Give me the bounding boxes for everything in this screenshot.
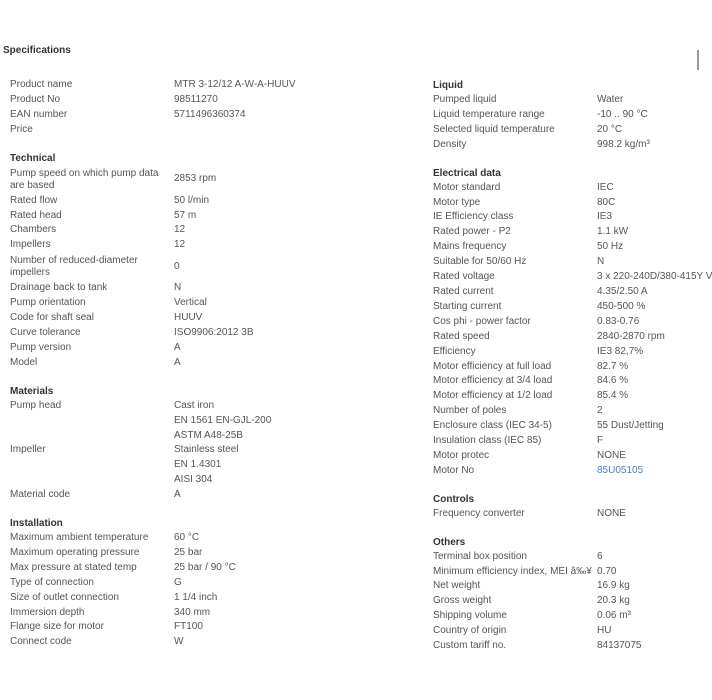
spec-row: [10, 473, 310, 488]
spec-value: 1 1/4 inch: [174, 591, 218, 603]
spec-row: [433, 315, 700, 330]
spec-row: [10, 606, 310, 621]
section-others: [433, 535, 700, 654]
spec-label: Drainage back to tank: [10, 282, 108, 294]
spec-label: Efficiency: [433, 345, 476, 357]
spec-label: Country of origin: [433, 625, 507, 637]
spec-value: 25 bar: [174, 546, 203, 558]
specs-left-column: [10, 78, 310, 663]
section-product: [10, 78, 310, 138]
spec-label: Product name: [10, 79, 73, 90]
spec-label: Cos phi - power factor: [433, 315, 531, 327]
spec-row: [433, 345, 700, 360]
spec-label: Insulation class (IEC 85): [433, 435, 542, 447]
spec-value: ISO9906:2012 3B: [174, 326, 254, 338]
section-title: Controls: [433, 493, 475, 505]
section-materials: [10, 384, 310, 503]
spec-value: 84137075: [597, 640, 642, 652]
spec-row: [10, 488, 310, 503]
spec-value: 450-500 %: [597, 300, 646, 312]
spec-row: [433, 464, 700, 479]
spec-value: 0.70: [597, 565, 617, 577]
spec-label: Pump head: [10, 399, 62, 411]
spec-row: [10, 443, 310, 458]
spec-row: [433, 594, 700, 609]
spec-row: [10, 108, 310, 123]
spec-label: Rated flow: [10, 194, 58, 206]
spec-label: Shipping volume: [433, 610, 507, 622]
spec-value: 340 mm: [174, 606, 211, 618]
spec-row: [10, 576, 310, 591]
spec-row: [10, 458, 310, 473]
spec-value: 2: [597, 405, 603, 417]
section-liquid: [433, 78, 700, 153]
spec-row: [433, 579, 700, 594]
spec-label: Motor type: [433, 196, 481, 208]
spec-row: [433, 196, 700, 211]
spec-value: 2840-2870 rpm: [597, 330, 665, 342]
spec-value: 16.9 kg: [597, 580, 630, 592]
spec-label: Code for shaft seal: [10, 312, 94, 324]
spec-value: EN 1561 EN-GJL-200: [174, 414, 272, 426]
spec-row: [10, 546, 310, 561]
spec-row: [433, 138, 700, 153]
section-title: Electrical data: [433, 167, 501, 179]
spec-value: HU: [597, 625, 612, 637]
spec-row: [10, 399, 310, 414]
spec-value: 998.2 kg/m³: [597, 138, 650, 150]
spec-value: NONE: [597, 449, 626, 461]
spec-value: EN 1.4301: [174, 459, 222, 471]
spec-value: 50 l/min: [174, 194, 210, 206]
section-technical: [10, 151, 310, 371]
spec-label: Model: [10, 356, 38, 368]
spec-value: 60 °C: [174, 532, 200, 544]
spec-row: [433, 300, 700, 315]
spec-row: [433, 565, 700, 580]
spec-row: [433, 270, 712, 285]
spec-row: [10, 166, 310, 194]
spec-label: EAN number: [10, 108, 68, 120]
spec-label: Rated speed: [433, 330, 490, 342]
spec-row: [10, 591, 310, 606]
spec-label: Suitable for 50/60 Hz: [433, 256, 527, 268]
spec-value: 12: [174, 239, 186, 251]
spec-label: Selected liquid temperature: [433, 123, 555, 135]
spec-value: 84.6 %: [597, 375, 629, 387]
section-controls: [433, 492, 700, 522]
spec-value: N: [597, 256, 605, 268]
spec-value: 98511270: [174, 93, 218, 105]
spec-value: -10 .. 90 °C: [597, 108, 648, 120]
spec-row: [433, 404, 700, 419]
section-title: Technical: [10, 152, 56, 164]
spec-label: Mains frequency: [433, 241, 507, 253]
section-electrical-data: [433, 166, 712, 479]
spec-label: [10, 429, 174, 444]
spec-row: [10, 238, 310, 253]
section-title: Installation: [10, 518, 63, 530]
spec-label: Motor protec: [433, 449, 490, 461]
spec-label: Price: [10, 123, 33, 135]
spec-label: Material code: [10, 489, 71, 501]
spec-label: Product No: [10, 93, 61, 105]
spec-value: Vertical: [174, 297, 207, 309]
spec-value: 4.35/2.50 A: [597, 285, 648, 297]
spec-value: NONE: [597, 507, 626, 519]
spec-value: 3 x 220-240D/380-415Y V: [597, 271, 712, 283]
spec-value: Cast iron: [174, 399, 215, 411]
spec-value: 12: [174, 224, 186, 236]
spec-row: [433, 389, 700, 404]
spec-row: [10, 209, 310, 224]
spec-label: Motor efficiency at full load: [433, 360, 552, 372]
spec-row: [433, 609, 700, 624]
spec-value: Water: [597, 94, 624, 105]
spec-row: [10, 223, 310, 238]
spec-label: Density: [433, 138, 467, 150]
spec-value: 82.7 %: [597, 360, 629, 372]
spec-label: Motor efficiency at 1/2 load: [433, 390, 553, 402]
spec-row: [10, 356, 310, 371]
spec-row: [10, 620, 310, 635]
spec-label: Pump version: [10, 341, 72, 353]
spec-label: Rated voltage: [433, 271, 495, 283]
spec-value: MTR 3-12/12 A-W-A-HUUV: [174, 79, 296, 90]
spec-row: [433, 181, 700, 196]
spec-label: Minimum efficiency index, MEI â‰¥: [433, 565, 592, 577]
spec-label: Pumped liquid: [433, 94, 497, 105]
spec-row: [433, 507, 700, 522]
spec-value: G: [174, 576, 182, 588]
spec-row: [433, 225, 700, 240]
spec-row: [10, 635, 310, 650]
spec-label: Maximum operating pressure: [10, 546, 140, 558]
spec-label: Pump speed on which pump data are based: [10, 167, 159, 191]
section-installation: [10, 516, 310, 650]
spec-row: [433, 419, 700, 434]
section-title: Others: [433, 536, 466, 548]
spec-row: [433, 449, 700, 464]
spec-label: Custom tariff no.: [433, 640, 507, 652]
spec-label: Connect code: [10, 636, 72, 648]
spec-value: 57 m: [174, 209, 197, 221]
spec-label: Chambers: [10, 224, 57, 236]
spec-value: 55 Dust/Jetting: [597, 420, 664, 432]
spec-value: A: [174, 489, 181, 501]
spec-label: Immersion depth: [10, 606, 85, 618]
spec-value: 25 bar / 90 °C: [174, 561, 236, 573]
spec-value: FT100: [174, 621, 203, 633]
section-title: Materials: [10, 385, 54, 397]
spec-row: [433, 360, 700, 375]
spec-label: Curve tolerance: [10, 326, 81, 338]
spec-row: [433, 123, 700, 138]
spec-label: Rated head: [10, 209, 62, 221]
spec-label: Type of connection: [10, 576, 94, 588]
spec-value: 20 °C: [597, 123, 623, 135]
spec-row: [10, 123, 310, 138]
spec-label: Starting current: [433, 300, 502, 312]
spec-label: Impeller: [10, 444, 46, 456]
spec-label: Motor No: [433, 464, 475, 476]
spec-value: IE3: [597, 211, 613, 223]
spec-value: A: [174, 341, 181, 353]
spec-label: Gross weight: [433, 595, 492, 607]
spec-value: N: [174, 282, 182, 294]
spec-row: [10, 341, 310, 356]
spec-value: W: [174, 636, 184, 648]
spec-row: [433, 624, 700, 639]
spec-value: IEC: [597, 181, 614, 193]
spec-label: Pump orientation: [10, 297, 86, 309]
spec-value: AISI 304: [174, 474, 213, 486]
spec-value: 2853 rpm: [174, 173, 217, 185]
spec-value: [174, 123, 310, 138]
spec-label: Max pressure at stated temp: [10, 561, 137, 573]
spec-row: [10, 311, 310, 326]
spec-row: [10, 78, 310, 93]
spec-label: Enclosure class (IEC 34-5): [433, 420, 552, 432]
spec-value: 0: [174, 260, 180, 272]
spec-row: [10, 561, 310, 576]
spec-value: 6: [597, 550, 603, 562]
spec-row: [433, 330, 700, 345]
spec-value: F: [597, 435, 604, 447]
spec-label: [10, 414, 174, 429]
spec-row: [10, 296, 310, 311]
motor-no-link[interactable]: 85U05105: [597, 464, 644, 476]
spec-value: 85.4 %: [597, 390, 629, 402]
spec-row: [10, 281, 310, 296]
spec-row: [433, 93, 700, 108]
spec-value: IE3 82,7%: [597, 345, 644, 357]
spec-value: 80C: [597, 196, 616, 208]
spec-label: Frequency converter: [433, 507, 525, 519]
spec-label: Rated power - P2: [433, 226, 511, 238]
spec-label: IE Efficiency class: [433, 211, 514, 223]
spec-label: [10, 458, 174, 473]
spec-row: [433, 255, 700, 270]
spec-value: 1.1 kW: [597, 226, 629, 238]
spec-label: Size of outlet connection: [10, 591, 119, 603]
section-title: Liquid: [433, 80, 463, 91]
spec-row: [10, 194, 310, 209]
spec-value: 0.83-0.76: [597, 315, 640, 327]
spec-label: Rated current: [433, 285, 494, 297]
spec-row: [433, 108, 700, 123]
spec-label: Liquid temperature range: [433, 108, 545, 120]
spec-row: [433, 639, 700, 654]
specs-right-column: [433, 78, 712, 667]
scrollbar-thumb[interactable]: [697, 50, 699, 70]
spec-row: [10, 326, 310, 341]
spec-label: Net weight: [433, 580, 481, 592]
spec-value: ASTM A48-25B: [174, 429, 243, 441]
spec-row: [10, 93, 310, 108]
spec-label: Number of reduced-diameter impellers: [10, 255, 138, 279]
spec-value: 0.06 m³: [597, 610, 631, 622]
spec-row: [10, 414, 310, 429]
spec-label: Flange size for motor: [10, 621, 104, 633]
spec-label: Maximum ambient temperature: [10, 532, 149, 544]
spec-label: [10, 473, 174, 488]
spec-value: 20.3 kg: [597, 595, 630, 607]
spec-value: A: [174, 356, 181, 368]
spec-row: [433, 374, 700, 389]
spec-label: Motor efficiency at 3/4 load: [433, 375, 553, 387]
spec-row: [433, 210, 700, 225]
spec-value: 5711496360374: [174, 108, 246, 120]
spec-row: [10, 253, 310, 281]
spec-row: [433, 240, 700, 255]
spec-value: 50 Hz: [597, 241, 624, 253]
spec-row: [10, 531, 310, 546]
spec-row: [433, 285, 700, 300]
page-title: Specifications: [3, 45, 71, 56]
spec-label: Terminal box position: [433, 550, 527, 562]
spec-value: Stainless steel: [174, 444, 239, 456]
spec-label: Impellers: [10, 239, 51, 251]
spec-row: [10, 429, 310, 444]
spec-label: Motor standard: [433, 181, 501, 193]
spec-row: [433, 550, 700, 565]
spec-value: HUUV: [174, 312, 203, 324]
spec-label: Number of poles: [433, 405, 507, 417]
spec-row: [433, 434, 700, 449]
